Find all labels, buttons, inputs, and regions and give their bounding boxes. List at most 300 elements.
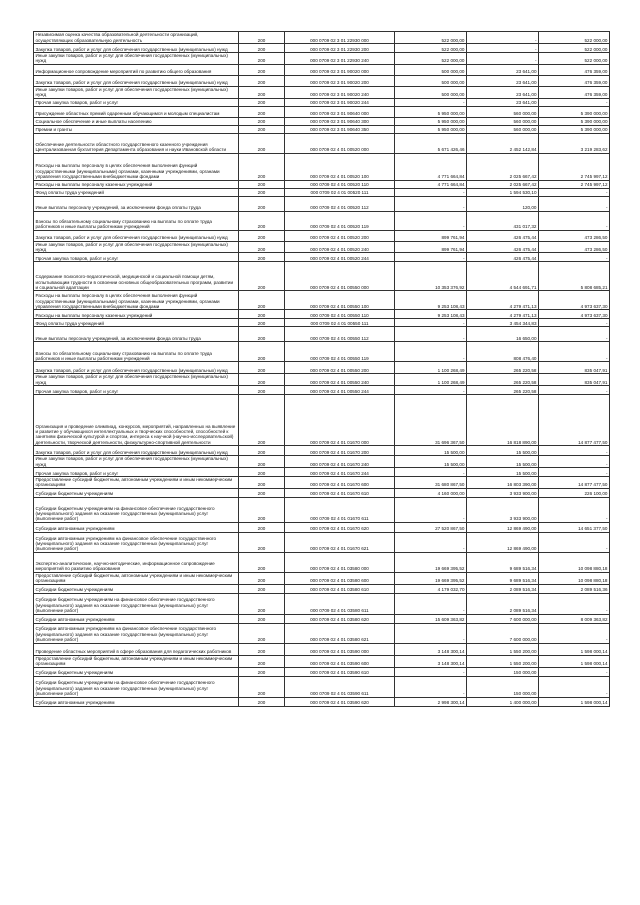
row-executed-amount: 2 025 667,42 (467, 153, 539, 180)
table-row (34, 676, 610, 697)
row-line-code: 200 (239, 342, 285, 362)
row-approved-amount: 500 000,00 (395, 75, 467, 86)
row-executed-amount: 12 869 490,00 (467, 522, 539, 532)
table-row (34, 98, 610, 106)
row-line-code: 200 (239, 98, 285, 106)
row-approved-amount: - (395, 676, 467, 697)
row-budget-classification-code: 000 0709 02 4 01 00550 110 (285, 310, 395, 319)
row-description: Премии и гранты (34, 125, 239, 133)
row-unexecuted-amount: 10 098 880,18 (539, 572, 610, 584)
row-executed-amount: 3 454 344,83 (467, 319, 539, 327)
row-executed-amount: 2 089 516,34 (467, 584, 539, 593)
row-description: Социальное обеспечение и иные выплаты населению (34, 117, 239, 125)
table-row (34, 241, 610, 253)
table-row (34, 44, 610, 53)
row-approved-amount: 4 771 664,84 (395, 180, 467, 188)
table-row (34, 552, 610, 572)
row-description: Информационное сопровождение мероприятий по развитию общего образования (34, 64, 239, 75)
row-description: Предоставление субсидий бюджетным, автономным учреждениям и иным некоммерческим организациям (34, 572, 239, 584)
row-approved-amount: - (395, 497, 467, 522)
row-unexecuted-amount: 226 100,00 (539, 488, 610, 497)
row-unexecuted-amount: - (539, 446, 610, 456)
table-row (34, 262, 610, 291)
table-row (34, 593, 610, 614)
row-unexecuted-amount: 522 000,00 (539, 32, 610, 44)
row-budget-classification-code: 000 0709 02 3 01 90020 240 (285, 86, 395, 98)
row-budget-classification-code: 000 0709 02 4 01 01670 610 (285, 488, 395, 497)
row-executed-amount: 426 475,44 (467, 230, 539, 241)
table-row (34, 86, 610, 98)
row-description: Иные выплаты персоналу учреждений, за исключением фонда оплаты труда (34, 327, 239, 342)
row-description: Расходы на выплаты персоналу казенных учреждений (34, 180, 239, 188)
table-row (34, 395, 610, 446)
row-description: Содержание психолого-педагогической, медицинской и социальной помощи детям, испытывающим трудности в освоении основных общеобразовательных программ, развитии и социальной адаптации (34, 262, 239, 291)
row-unexecuted-amount: - (539, 468, 610, 477)
row-line-code: 200 (239, 386, 285, 395)
row-executed-amount: - (467, 44, 539, 53)
row-budget-classification-code: 000 0709 02 3 01 90020 200 (285, 75, 395, 86)
row-budget-classification-code: 000 0709 02 4 01 01670 244 (285, 468, 395, 477)
row-description: Прочая закупка товаров, работ и услуг (34, 253, 239, 262)
row-line-code: 200 (239, 133, 285, 153)
row-executed-amount: 3 933 900,00 (467, 488, 539, 497)
row-line-code: 200 (239, 446, 285, 456)
table-row (34, 374, 610, 386)
row-executed-amount: 808 476,40 (467, 342, 539, 362)
row-approved-amount: 899 761,94 (395, 230, 467, 241)
row-line-code: 200 (239, 86, 285, 98)
budget-execution-table (33, 31, 610, 707)
row-unexecuted-amount: 473 286,50 (539, 241, 610, 253)
row-line-code: 200 (239, 125, 285, 133)
row-budget-classification-code: 000 0709 02 4 01 01670 600 (285, 477, 395, 489)
row-executed-amount: 16 803 390,00 (467, 477, 539, 489)
row-executed-amount: 2 025 667,42 (467, 180, 539, 188)
row-approved-amount: 31 696 367,50 (395, 395, 467, 446)
row-description: Закупка товаров, работ и услуг для обеспечения государственных (муниципальных) нужд (34, 362, 239, 374)
row-description: Проведение областных мероприятий в сфере образования для педагогических работников (34, 643, 239, 655)
row-executed-amount: 15 500,00 (467, 446, 539, 456)
row-unexecuted-amount: 4 973 637,30 (539, 310, 610, 319)
row-description: Расходы на выплаты персоналу в целях обеспечения выполнения функций государственными (муниципальными) органами, казенными учреждениями, органами управления государственными внебюджетными фондами (34, 153, 239, 180)
row-budget-classification-code: 000 0709 02 4 01 00550 000 (285, 262, 395, 291)
row-approved-amount: - (395, 342, 467, 362)
row-line-code: 200 (239, 241, 285, 253)
row-unexecuted-amount: 4 973 637,30 (539, 291, 610, 310)
row-executed-amount: 4 279 471,13 (467, 291, 539, 310)
row-budget-classification-code: 000 0709 02 4 01 03580 000 (285, 552, 395, 572)
row-unexecuted-amount: - (539, 676, 610, 697)
table-row (34, 64, 610, 75)
row-line-code: 200 (239, 117, 285, 125)
row-line-code: 200 (239, 572, 285, 584)
row-description: Субсидии автономным учреждениям (34, 614, 239, 623)
row-unexecuted-amount: - (539, 327, 610, 342)
table-row (34, 522, 610, 532)
row-budget-classification-code: 000 0709 02 3 01 22930 240 (285, 53, 395, 65)
row-executed-amount: 16 818 890,00 (467, 395, 539, 446)
row-budget-classification-code: 000 0709 02 4 01 01670 000 (285, 395, 395, 446)
row-executed-amount: 23 641,00 (467, 64, 539, 75)
table-row (34, 253, 610, 262)
row-description: Субсидии автономным учреждениям на финансовое обеспечение государственного (муниципального) задания на оказание государственных (муниципальных) услуг (выполнение работ) (34, 532, 239, 552)
row-line-code: 200 (239, 667, 285, 676)
row-executed-amount: 2 089 516,34 (467, 593, 539, 614)
row-description: Субсидии автономным учреждениям (34, 522, 239, 532)
row-description: Субсидии бюджетным учреждениям на финансовое обеспечение государственного (муниципального) задания на оказание государственных (муниципальных) услуг (выполнение работ) (34, 497, 239, 522)
table-row (34, 623, 610, 643)
table-row (34, 362, 610, 374)
row-executed-amount: 23 641,00 (467, 86, 539, 98)
row-executed-amount: 3 933 900,00 (467, 497, 539, 522)
table-row (34, 488, 610, 497)
table-row (34, 667, 610, 676)
row-budget-classification-code: 000 0709 02 3 01 22930 000 (285, 32, 395, 44)
row-executed-amount: 150 000,00 (467, 676, 539, 697)
row-unexecuted-amount: 1 598 000,14 (539, 697, 610, 706)
row-unexecuted-amount: - (539, 98, 610, 106)
row-budget-classification-code: 000 0709 02 4 01 00520 000 (285, 133, 395, 153)
row-description: Субсидии бюджетным учреждениям на финансовое обеспечение государственного (муниципального) задания на оказание государственных (муниципальных) услуг (выполнение работ) (34, 676, 239, 697)
row-description: Расходы на выплаты персоналу в целях обеспечения выполнения функций государственными (муниципальными) органами, казенными учреждениями, органами управления государственными внебюджетными фондами (34, 291, 239, 310)
row-unexecuted-amount: 14 877 477,50 (539, 477, 610, 489)
budget-report-sheet (33, 31, 609, 707)
row-budget-classification-code: 000 0709 02 4 01 00520 111 (285, 188, 395, 196)
row-description: Взносы по обязательному социальному страхованию на выплаты по оплате труда работников и иные выплаты работникам учреждений (34, 342, 239, 362)
row-approved-amount: - (395, 196, 467, 211)
row-executed-amount: 16 650,00 (467, 327, 539, 342)
row-line-code: 200 (239, 374, 285, 386)
row-executed-amount: 23 641,00 (467, 98, 539, 106)
row-unexecuted-amount: - (539, 456, 610, 468)
row-unexecuted-amount: 14 651 377,50 (539, 522, 610, 532)
row-description: Иные закупки товаров, работ и услуг для обеспечения государственных (муниципальных) нужд (34, 53, 239, 65)
row-unexecuted-amount: 5 390 000,00 (539, 125, 610, 133)
row-approved-amount: 3 148 300,14 (395, 655, 467, 667)
row-line-code: 200 (239, 253, 285, 262)
row-budget-classification-code: 000 0709 02 4 01 00520 100 (285, 153, 395, 180)
row-approved-amount: - (395, 327, 467, 342)
row-unexecuted-amount: - (539, 319, 610, 327)
row-budget-classification-code: 000 0709 02 4 01 00550 244 (285, 386, 395, 395)
table-row (34, 32, 610, 44)
row-approved-amount: 5 950 000,00 (395, 125, 467, 133)
row-executed-amount: 9 689 516,34 (467, 552, 539, 572)
table-row (34, 291, 610, 310)
row-budget-classification-code: 000 0709 02 4 01 01670 611 (285, 497, 395, 522)
row-approved-amount: 5 950 000,00 (395, 117, 467, 125)
row-unexecuted-amount: 10 098 880,18 (539, 552, 610, 572)
row-line-code: 200 (239, 584, 285, 593)
row-budget-classification-code: 000 0709 02 4 01 03590 610 (285, 667, 395, 676)
row-budget-classification-code: 000 0709 02 4 01 00550 112 (285, 327, 395, 342)
row-approved-amount: - (395, 253, 467, 262)
row-approved-amount: 9 253 108,43 (395, 310, 467, 319)
row-line-code: 200 (239, 522, 285, 532)
row-approved-amount: 500 000,00 (395, 64, 467, 75)
row-unexecuted-amount: 2 745 997,12 (539, 153, 610, 180)
row-unexecuted-amount: 14 877 477,50 (539, 395, 610, 446)
row-approved-amount: 15 500,00 (395, 446, 467, 456)
row-line-code: 200 (239, 211, 285, 230)
row-executed-amount: 120,00 (467, 196, 539, 211)
row-executed-amount: 23 641,00 (467, 75, 539, 86)
row-description: Взносы по обязательному социальному страхованию на выплаты по оплате труда работников и иные выплаты работникам учреждений (34, 211, 239, 230)
row-approved-amount: 15 500,00 (395, 456, 467, 468)
row-budget-classification-code: 000 0709 02 3 01 90640 350 (285, 125, 395, 133)
row-unexecuted-amount: - (539, 386, 610, 395)
row-line-code: 200 (239, 262, 285, 291)
row-executed-amount: 426 475,44 (467, 253, 539, 262)
table-row (34, 153, 610, 180)
row-description: Независимая оценка качества образовательной деятельности организаций, осуществляющих образовательную деятельность (34, 32, 239, 44)
table-row (34, 446, 610, 456)
row-approved-amount: 522 000,00 (395, 44, 467, 53)
row-line-code: 200 (239, 488, 285, 497)
table-row (34, 188, 610, 196)
table-row (34, 342, 610, 362)
row-line-code: 200 (239, 497, 285, 522)
row-unexecuted-amount: 835 047,91 (539, 374, 610, 386)
row-approved-amount: 4 179 032,70 (395, 584, 467, 593)
row-description: Иные выплаты персоналу учреждений, за исключением фонда оплаты труда (34, 196, 239, 211)
row-budget-classification-code: 000 0709 02 4 01 00520 110 (285, 180, 395, 188)
row-executed-amount: 1 400 000,00 (467, 697, 539, 706)
row-executed-amount: 265 220,58 (467, 362, 539, 374)
row-budget-classification-code: 000 0709 02 3 01 90640 300 (285, 117, 395, 125)
row-unexecuted-amount: - (539, 667, 610, 676)
row-unexecuted-amount: - (539, 342, 610, 362)
row-line-code: 200 (239, 477, 285, 489)
row-budget-classification-code: 000 0709 02 4 01 03580 600 (285, 572, 395, 584)
row-unexecuted-amount: - (539, 497, 610, 522)
row-budget-classification-code: 000 0709 02 4 01 03580 610 (285, 584, 395, 593)
row-budget-classification-code: 000 0709 02 3 01 90020 244 (285, 98, 395, 106)
row-approved-amount: - (395, 386, 467, 395)
row-approved-amount: - (395, 532, 467, 552)
row-description: Присуждение областных премий одаренным обучающимся и молодым специалистам (34, 106, 239, 117)
row-line-code: 200 (239, 623, 285, 643)
table-row (34, 106, 610, 117)
row-description: Иные закупки товаров, работ и услуг для обеспечения государственных (муниципальных) нужд (34, 241, 239, 253)
table-row (34, 211, 610, 230)
row-line-code: 200 (239, 327, 285, 342)
row-approved-amount: 4 771 664,84 (395, 153, 467, 180)
row-description: Фонд оплаты труда учреждений (34, 319, 239, 327)
row-line-code: 200 (239, 614, 285, 623)
row-approved-amount: - (395, 468, 467, 477)
row-executed-amount: 560 000,00 (467, 117, 539, 125)
row-executed-amount: - (467, 32, 539, 44)
row-budget-classification-code: 000 0709 02 4 01 00550 119 (285, 342, 395, 362)
row-approved-amount: 1 100 268,49 (395, 374, 467, 386)
row-line-code: 200 (239, 395, 285, 446)
row-description: Предоставление субсидий бюджетным, автономным учреждениям и иным некоммерческим организациям (34, 655, 239, 667)
row-budget-classification-code: 000 0709 02 4 01 03590 611 (285, 676, 395, 697)
row-unexecuted-amount: 835 047,91 (539, 362, 610, 374)
row-approved-amount: 4 160 000,00 (395, 488, 467, 497)
table-row (34, 655, 610, 667)
row-unexecuted-amount: - (539, 211, 610, 230)
row-executed-amount: 7 600 000,00 (467, 614, 539, 623)
row-budget-classification-code: 000 0709 02 4 01 01670 200 (285, 446, 395, 456)
row-executed-amount: 431 017,32 (467, 211, 539, 230)
row-line-code: 200 (239, 106, 285, 117)
row-executed-amount: 1 594 530,10 (467, 188, 539, 196)
row-budget-classification-code: 000 0709 02 4 01 03590 600 (285, 655, 395, 667)
row-executed-amount: 1 550 200,00 (467, 655, 539, 667)
table-row (34, 643, 610, 655)
row-budget-classification-code: 000 0709 02 3 01 22930 200 (285, 44, 395, 53)
row-line-code: 200 (239, 196, 285, 211)
table-row (34, 497, 610, 522)
row-approved-amount: 899 761,94 (395, 241, 467, 253)
row-description: Экспертно-аналитические, научно-методические, информационное сопровождение мероприятий по развитию образования (34, 552, 239, 572)
table-row (34, 230, 610, 241)
row-description: Прочая закупка товаров, работ и услуг (34, 98, 239, 106)
row-executed-amount: 150 000,00 (467, 667, 539, 676)
row-budget-classification-code: 000 0709 02 4 01 00550 240 (285, 374, 395, 386)
table-row (34, 327, 610, 342)
table-row (34, 319, 610, 327)
row-description: Прочая закупка товаров, работ и услуг (34, 468, 239, 477)
row-budget-classification-code: 000 0709 02 4 01 00520 240 (285, 241, 395, 253)
table-row (34, 180, 610, 188)
row-executed-amount: 12 869 490,00 (467, 532, 539, 552)
row-unexecuted-amount: 2 089 516,36 (539, 584, 610, 593)
row-executed-amount: 426 475,44 (467, 241, 539, 253)
row-budget-classification-code: 000 0709 02 4 01 00520 119 (285, 211, 395, 230)
row-unexecuted-amount: - (539, 623, 610, 643)
row-unexecuted-amount: 8 009 363,82 (539, 614, 610, 623)
row-line-code: 200 (239, 532, 285, 552)
row-approved-amount: - (395, 319, 467, 327)
row-approved-amount: 10 353 376,92 (395, 262, 467, 291)
row-approved-amount: 522 000,00 (395, 53, 467, 65)
row-description: Субсидии бюджетным учреждениям на финансовое обеспечение государственного (муниципального) задания на оказание государственных (муниципальных) услуг (выполнение работ) (34, 593, 239, 614)
row-approved-amount: 500 000,00 (395, 86, 467, 98)
table-row (34, 117, 610, 125)
row-approved-amount: 2 998 300,14 (395, 697, 467, 706)
row-approved-amount: 15 609 363,82 (395, 614, 467, 623)
row-budget-classification-code: 000 0709 02 4 01 01670 621 (285, 532, 395, 552)
row-description: Закупка товаров, работ и услуг для обеспечения государственных (муниципальных) нужд (34, 446, 239, 456)
table-row (34, 532, 610, 552)
row-approved-amount: - (395, 98, 467, 106)
table-row (34, 310, 610, 319)
row-approved-amount: 5 671 426,46 (395, 133, 467, 153)
row-approved-amount: - (395, 211, 467, 230)
row-description: Субсидии автономным учреждениям на финансовое обеспечение государственного (муниципального) задания на оказание государственных (муниципальных) услуг (выполнение работ) (34, 623, 239, 643)
row-line-code: 200 (239, 456, 285, 468)
row-approved-amount: - (395, 593, 467, 614)
table-row (34, 125, 610, 133)
table-row (34, 572, 610, 584)
row-description: Закупка товаров, работ и услуг для обеспечения государственных (муниципальных) нужд (34, 44, 239, 53)
row-approved-amount: 522 000,00 (395, 32, 467, 44)
row-description: Субсидии бюджетным учреждениям (34, 488, 239, 497)
row-description: Субсидии бюджетным учреждениям (34, 667, 239, 676)
row-description: Предоставление субсидий бюджетным, автономным учреждениям и иным некоммерческим организациям (34, 477, 239, 489)
row-approved-amount: - (395, 667, 467, 676)
row-executed-amount: 4 279 471,13 (467, 310, 539, 319)
row-budget-classification-code: 000 0709 02 4 01 03580 611 (285, 593, 395, 614)
table-row (34, 468, 610, 477)
row-unexecuted-amount: 1 598 000,14 (539, 655, 610, 667)
row-unexecuted-amount: 476 359,00 (539, 75, 610, 86)
row-unexecuted-amount: 3 219 283,62 (539, 133, 610, 153)
table-row (34, 697, 610, 706)
row-line-code: 200 (239, 75, 285, 86)
row-line-code: 200 (239, 362, 285, 374)
row-budget-classification-code: 000 0709 02 4 01 00550 200 (285, 362, 395, 374)
row-approved-amount: 9 253 108,43 (395, 291, 467, 310)
row-description: Прочая закупка товаров, работ и услуг (34, 386, 239, 395)
row-budget-classification-code: 000 0709 02 3 01 90640 000 (285, 106, 395, 117)
row-approved-amount: 19 669 395,52 (395, 552, 467, 572)
table-row (34, 75, 610, 86)
row-unexecuted-amount: - (539, 253, 610, 262)
table-row (34, 584, 610, 593)
row-executed-amount: 15 500,00 (467, 468, 539, 477)
row-unexecuted-amount: 5 390 000,00 (539, 117, 610, 125)
row-line-code: 200 (239, 593, 285, 614)
table-row (34, 53, 610, 65)
row-unexecuted-amount: 1 598 000,14 (539, 643, 610, 655)
row-unexecuted-amount: 5 390 000,00 (539, 106, 610, 117)
row-unexecuted-amount: 473 286,50 (539, 230, 610, 241)
row-description: Иные закупки товаров, работ и услуг для обеспечения государственных (муниципальных) нужд (34, 86, 239, 98)
table-body (34, 32, 610, 707)
row-description: Закупка товаров, работ и услуг для обеспечения государственных (муниципальных) нужд (34, 75, 239, 86)
row-unexecuted-amount: - (539, 593, 610, 614)
row-line-code: 200 (239, 44, 285, 53)
row-executed-amount: 15 500,00 (467, 456, 539, 468)
row-unexecuted-amount: - (539, 532, 610, 552)
row-line-code: 200 (239, 310, 285, 319)
row-line-code: 200 (239, 655, 285, 667)
row-budget-classification-code: 000 0709 02 4 01 00520 112 (285, 196, 395, 211)
row-executed-amount: 265 220,58 (467, 386, 539, 395)
row-line-code: 200 (239, 53, 285, 65)
row-line-code: 200 (239, 552, 285, 572)
table-row (34, 614, 610, 623)
row-line-code: 200 (239, 180, 285, 188)
row-budget-classification-code: 000 0709 02 4 01 01670 240 (285, 456, 395, 468)
row-description: Расходы на выплаты персоналу казенных учреждений (34, 310, 239, 319)
row-unexecuted-amount: - (539, 196, 610, 211)
row-unexecuted-amount: 2 745 997,12 (539, 180, 610, 188)
row-executed-amount: 560 000,00 (467, 125, 539, 133)
row-approved-amount: 1 100 268,49 (395, 362, 467, 374)
row-description: Субсидии автономным учреждениям (34, 697, 239, 706)
row-executed-amount: 7 600 000,00 (467, 623, 539, 643)
row-executed-amount: - (467, 53, 539, 65)
row-line-code: 200 (239, 319, 285, 327)
row-description: Закупка товаров, работ и услуг для обеспечения государственных (муниципальных) нужд (34, 230, 239, 241)
row-description: Иные закупки товаров, работ и услуг для обеспечения государственных (муниципальных) нужд (34, 456, 239, 468)
row-approved-amount: - (395, 188, 467, 196)
row-budget-classification-code: 000 0709 02 4 01 03580 621 (285, 623, 395, 643)
row-unexecuted-amount: 476 359,00 (539, 86, 610, 98)
row-line-code: 200 (239, 468, 285, 477)
row-unexecuted-amount: 522 000,00 (539, 44, 610, 53)
row-approved-amount: - (395, 623, 467, 643)
row-line-code: 200 (239, 291, 285, 310)
row-unexecuted-amount: 476 359,00 (539, 64, 610, 75)
row-line-code: 200 (239, 676, 285, 697)
table-row (34, 196, 610, 211)
